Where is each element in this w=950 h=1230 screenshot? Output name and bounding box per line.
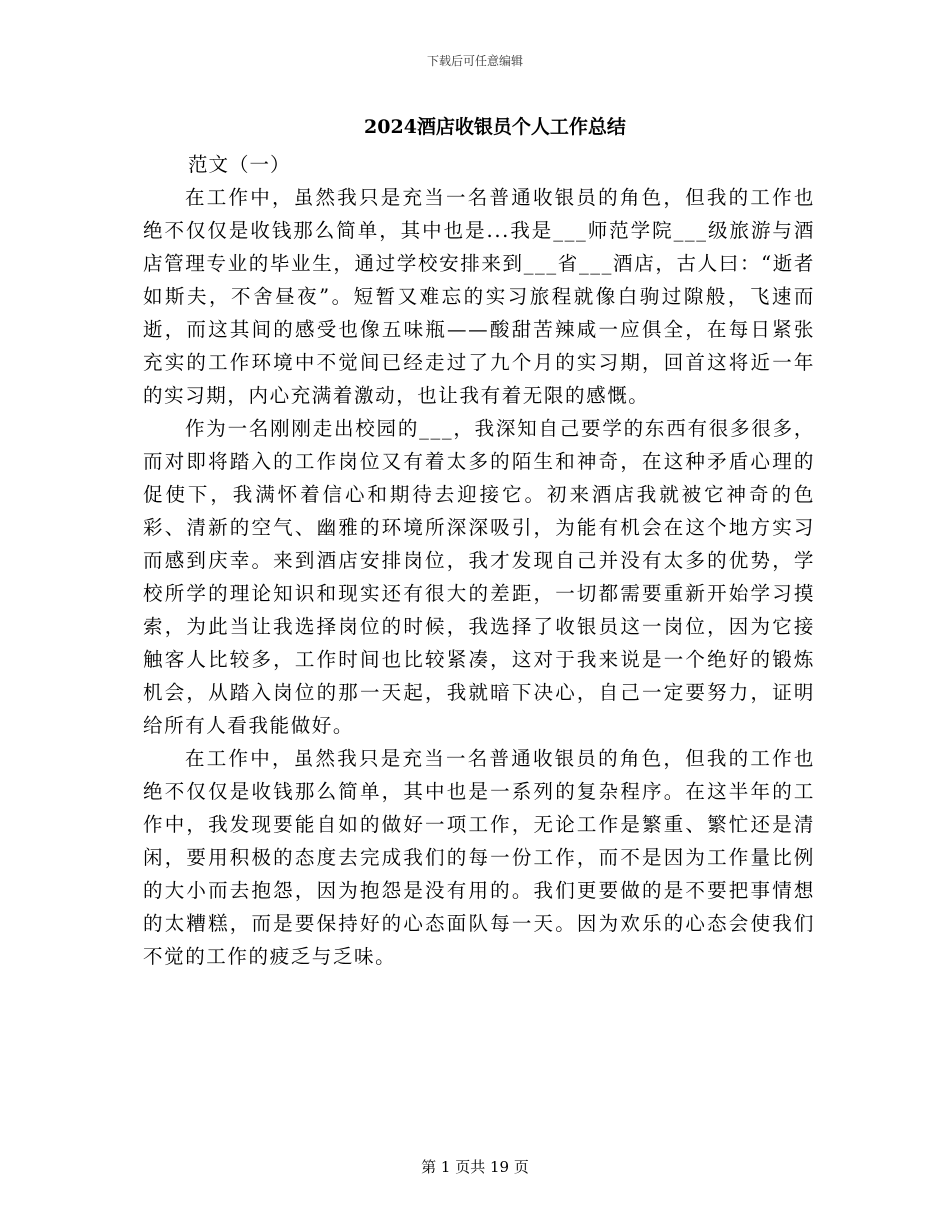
- paragraph-2: 作为一名刚刚走出校园的___，我深知自己要学的东西有很多很多，而对即将踏入的工作岗位又有着太多的陌生和神奇，在这种矛盾心理的促使下，我满怀着信心和期待去迎接它。初来酒店我就被它神奇的色彩、清新的空气、幽雅的环境所深深吸引，为能有机会在这个地方实习而感到庆幸。来到酒店安排岗位，我才发现自己并没有太多的优势，学校所学的理论知识和现实还有很大的差距，一切都需要重新开始学习摸索，为此当让我选择岗位的时候，我选择了收银员这一岗位，因为它接触客人比较多，工作时间也比较紧凑，这对于我来说是一个绝好的锻炼机会，从踏入岗位的那一天起，我就暗下决心，自己一定要努力，证明给所有人看我能做好。: [143, 417, 815, 737]
- document-title: 2024酒店收银员个人工作总结: [364, 116, 626, 138]
- paragraph-1: 在工作中，虽然我只是充当一名普通收银员的角色，但我的工作也绝不仅仅是收钱那么简单，其中也是...我是___师范学院___级旅游与酒店管理专业的毕业生，通过学校安排来到___省___酒店，古人曰：“逝者如斯夫，不舍昼夜”。短暂又难忘的实习旅程就像白驹过隙般，飞速而逝，而这其间的感受也像五味瓶——酸甜苦辣咸一应俱全，在每日紧张充实的工作环境中不觉间已经走过了九个月的实习期，回首这将近一年的实习期，内心充满着激动，也让我有着无限的感慨。: [143, 186, 815, 407]
- header-note: 下载后可任意编辑: [426, 54, 523, 68]
- section-subheading: 范文（一）: [188, 153, 291, 176]
- paragraph-3: 在工作中，虽然我只是充当一名普通收银员的角色，但我的工作也绝不仅仅是收钱那么简单，其中也是一系列的复杂程序。在这半年的工作中，我发现要能自如的做好一项工作，无论工作是繁重、繁忙还是清闲，要用积极的态度去完成我们的每一份工作，而不是因为工作量比例的大小而去抱怨，因为抱怨是没有用的。我们更要做的是不要把事情想的太糟糕，而是要保持好的心态面队每一天。因为欢乐的心态会使我们不觉的工作的疲乏与乏味。: [143, 747, 815, 968]
- document-body: [143, 148, 815, 973]
- page-footer: 第 1 页共 19 页: [421, 1158, 529, 1176]
